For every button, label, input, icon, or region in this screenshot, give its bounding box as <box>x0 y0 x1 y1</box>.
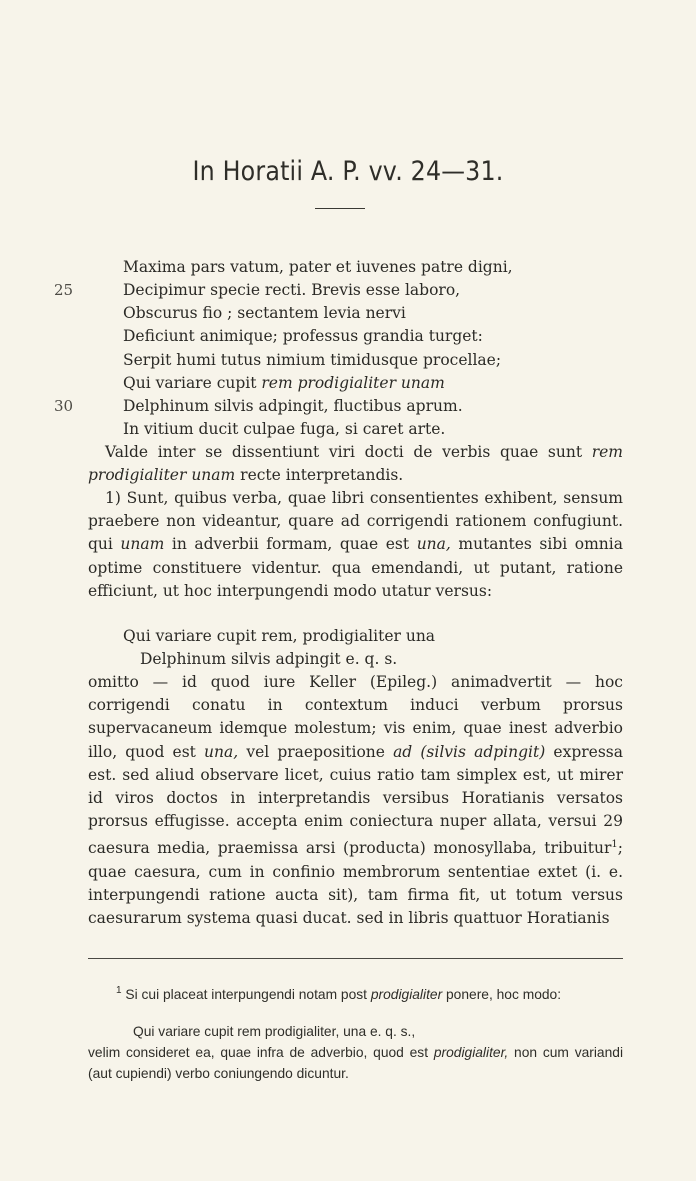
footnote-rule <box>88 958 623 959</box>
verse-line: Maxima pars vatum, pater et iuvenes patre digni, <box>123 258 513 276</box>
page-title: In Horatii A. P. vv. 24—31. <box>192 156 504 187</box>
verse-line: In vitium ducit culpae fuga, si caret arte. <box>123 420 446 438</box>
title-rule <box>315 208 365 209</box>
footnote-quote: Qui variare cupit rem prodigialiter, una e. q. s., <box>133 1024 416 1039</box>
verse-text: Qui variare cupit <box>123 374 262 392</box>
verse-line: Obscurus fio ; sectantem levia nervi <box>123 304 406 322</box>
line-number: 30 <box>54 397 74 415</box>
footnote-intro: $^1$ Si cui placeat interpungendi notam post prodigialiter ponere, hoc modo: <box>116 985 562 1002</box>
footnote-mark: 1 <box>116 985 122 996</box>
quoted-verse: Delphinum silvis adpingit e. q. s. <box>140 650 398 668</box>
line-number: 25 <box>54 281 74 299</box>
verse-line: Delphinum silvis adpingit, fluctibus aprum. <box>123 397 463 415</box>
paragraph-1: Valde inter se dissentiunt viri docti de verbis quae sunt rem prodigialiter unam recte interpretandis. <box>88 443 623 485</box>
footnote-rest: velim consideret ea, quae infra de adverbio, quod est prodigialiter, non cum variandi (aut cupiendi) verbo coniungendo dicuntur. <box>88 1045 624 1081</box>
paragraph-2: 1) Sunt, quibus verba, quae libri consentientes exhibent, sensum praebere non videantur, quare ad corrigendi rationem confugiunt. qui unam in adverbii formam, quae est una, mutantes sibi omnia optime constituere videntur. qua emendandi, ut putant, ratione efficiunt, ut hoc interpungendi modo utatur versus: <box>88 489 623 600</box>
paragraph-3: omitto — id quod iure Keller (Epileg.) animadvertit — hoc corrigendi conatu in contextum induci verbum prorsus supervacaneum idemque molestum; vis enim, quae inest adverbio illo, quod est una, vel praepositione ad (silvis adpingit) expressa est. sed aliud observare licet, cuius ratio tam simplex est, ut mirer id viros doctos in interpretandis versibus Horatianis versatos prorsus effugisse. accepta enim coniectura nuper allata, versui 29 caesura media, praemissa arsi (producta) monosyllaba, tribuitur$^1$; quae caesura, cum in confinio membrorum sententiae extet (i. e. interpungendi ratione aucta sit), tam firma fit, ut totum versus caesurarum systema quasi ducat. sed in libris quattuor Horatianis <box>88 673 623 928</box>
verse-line <box>123 372 445 395</box>
verse-line: Decipimur specie recti. Brevis esse laboro, <box>123 281 461 299</box>
quoted-verse: Qui variare cupit rem, prodigialiter una <box>123 627 436 645</box>
footnote-ref: 1 <box>611 839 618 851</box>
verse-line: Serpit humi tutus nimium timidusque procellae; <box>123 351 502 369</box>
verse-line: Deficiunt animique; professus grandia turget: <box>123 327 483 345</box>
verse-italic: rem prodigialiter unam <box>261 374 445 392</box>
